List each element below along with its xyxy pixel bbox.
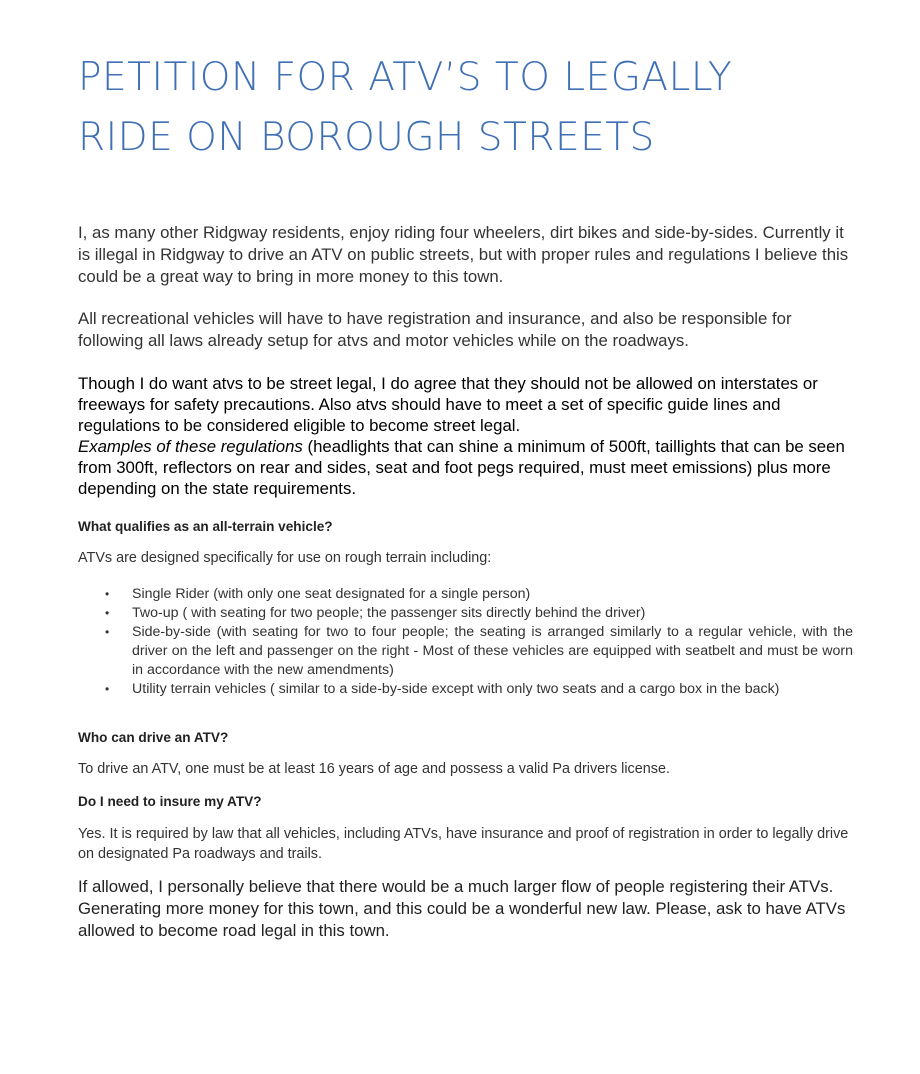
examples-label: Examples of these regulations [78, 437, 303, 456]
atv-types-list [78, 585, 853, 699]
list-item [105, 623, 853, 680]
page-title [78, 48, 853, 168]
bullet-icon: • [105, 606, 110, 620]
list-item [105, 585, 853, 604]
bullet-icon: • [105, 625, 110, 639]
document-page [78, 48, 853, 942]
section-text-who-can-drive: To drive an ATV, one must be at least 16 years of age and possess a valid Pa drivers license. [78, 761, 670, 777]
closing-paragraph: If allowed, I personally believe that there would be a much larger flow of people registering their ATVs. Generating more money for this town, and this could be a wonderful new law. Please, ask to have ATVs allowed to become road legal in this town. [78, 877, 846, 940]
list-item-text: Side-by-side (with seating for two to four people; the seating is arranged similarly to a regular vehicle, with the driver on the left and passenger on the right - Most of these vehicles are equipped with seatbelt and must be worn in accordance with the new amendments) [132, 624, 853, 678]
list-item-text: Single Rider (with only one seat designated for a single person) [132, 586, 531, 602]
title-line-1: PETITION FOR ATV’S TO LEGALLY [78, 55, 733, 100]
section-heading-qualifies: What qualifies as an all-terrain vehicle? [78, 519, 333, 534]
title-line-2: RIDE ON BOROUGH STREETS [78, 115, 655, 160]
examples-text: (headlights that can shine a minimum of 500ft, taillights that can be seen from 300ft, reflectors on rear and sides, seat and foot pegs required, must meet emissions) plus more depending on the state requirements. [78, 437, 845, 498]
intro-paragraph-2: All recreational vehicles will have to have registration and insurance, and also be responsible for following all laws already setup for atvs and motor vehicles while on the roadways. [78, 309, 792, 350]
list-item-text: Utility terrain vehicles ( similar to a side-by-side except with only two seats and a cargo box in the back) [132, 681, 780, 697]
list-item [105, 680, 853, 699]
section-text-insurance: Yes. It is required by law that all vehicles, including ATVs, have insurance and proof of registration in order to legally drive on designated Pa roadways and trails. [78, 826, 849, 862]
bullet-icon: • [105, 587, 110, 601]
main-paragraph [78, 373, 853, 499]
section-text-qualifies: ATVs are designed specifically for use on rough terrain including: [78, 550, 492, 566]
main-paragraph-text: Though I do want atvs to be street legal, I do agree that they should not be allowed on interstates or freeways for safety precautions. Also atvs should have to meet a set of specific guide lines and regulations to be considered eligible to become street legal. [78, 374, 818, 435]
section-heading-who-can-drive: Who can drive an ATV? [78, 730, 229, 745]
section-heading-insurance: Do I need to insure my ATV? [78, 794, 262, 809]
list-item [105, 604, 853, 623]
list-item-text: Two-up ( with seating for two people; the passenger sits directly behind the driver) [132, 605, 646, 621]
intro-paragraph-1: I, as many other Ridgway residents, enjoy riding four wheelers, dirt bikes and side-by-sides. Currently it is illegal in Ridgway to drive an ATV on public streets, but with proper rules and regulations I believe this could be a great way to bring in more money to this town. [78, 223, 849, 286]
bullet-icon: • [105, 682, 110, 696]
